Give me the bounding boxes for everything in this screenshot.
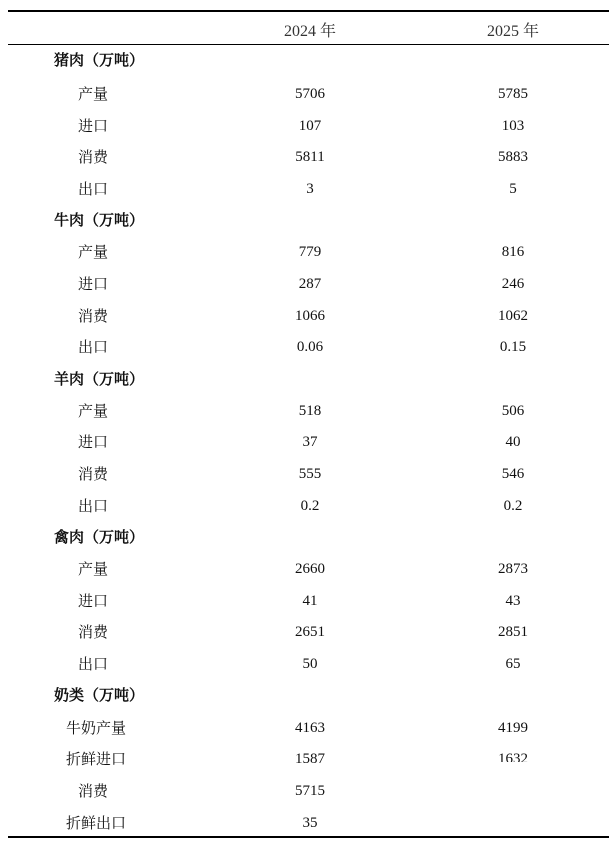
table-row	[0, 143, 616, 171]
value-2025: 5883	[498, 149, 528, 165]
value-2025: 0.2	[503, 498, 523, 514]
category-label: 羊肉（万吨）	[54, 370, 145, 388]
row-label: 消费	[78, 465, 109, 483]
row-label: 消费	[78, 148, 109, 166]
table-bottom-rule	[8, 836, 609, 838]
table-row	[0, 112, 616, 140]
table-row	[0, 809, 616, 837]
category-row-pork	[0, 46, 616, 74]
column-header-2024: 2024 年	[283, 23, 336, 40]
category-row-poultry	[0, 523, 616, 551]
row-label: 折鲜出口	[66, 814, 127, 832]
table-row	[0, 745, 616, 773]
value-2025: 546	[501, 466, 525, 482]
row-label: 消费	[78, 782, 109, 800]
row-label: 产量	[78, 560, 109, 578]
value-2024: 0.2	[300, 498, 320, 514]
value-2025: 5785	[498, 86, 528, 102]
value-2024: 287	[298, 276, 322, 292]
table-row	[0, 460, 616, 488]
row-label: 消费	[78, 307, 109, 325]
value-2024: 35	[302, 815, 318, 831]
value-2025: 506	[501, 403, 525, 419]
category-label: 牛肉（万吨）	[54, 211, 145, 229]
table-row	[0, 238, 616, 266]
table-row	[0, 302, 616, 330]
row-label: 出口	[78, 655, 109, 673]
row-label: 出口	[78, 497, 109, 515]
value-2025: 816	[501, 244, 525, 260]
table-row	[0, 714, 616, 742]
value-2024: 107	[298, 118, 322, 134]
row-label: 产量	[78, 402, 109, 420]
value-2024: 1066	[295, 308, 325, 324]
table-row	[0, 555, 616, 583]
value-2025: 1062	[498, 308, 528, 324]
value-2024: 5706	[295, 86, 325, 102]
table-row	[0, 175, 616, 203]
value-2025: 0.15	[499, 339, 527, 355]
table-row	[0, 777, 616, 805]
table-row	[0, 80, 616, 108]
row-label: 产量	[78, 85, 109, 103]
value-2025: 246	[501, 276, 525, 292]
value-2024: 4163	[295, 720, 325, 736]
value-2024: 2660	[295, 561, 325, 577]
value-2025: 65	[505, 656, 521, 672]
value-2024: 518	[298, 403, 322, 419]
value-2025: 43	[505, 593, 521, 609]
value-2024: 0.06	[296, 339, 324, 355]
value-2025: 2851	[498, 624, 528, 640]
row-label: 消费	[78, 623, 109, 641]
value-2025: 103	[501, 118, 525, 134]
value-2024: 1587	[295, 751, 325, 767]
value-2025: 40	[505, 434, 521, 450]
row-label: 牛奶产量	[66, 719, 127, 737]
value-2024: 779	[298, 244, 322, 260]
category-row-dairy	[0, 681, 616, 709]
table-row	[0, 650, 616, 678]
column-header-2025: 2025 年	[486, 23, 539, 40]
category-label: 奶类（万吨）	[54, 686, 145, 704]
row-label: 产量	[78, 243, 109, 261]
row-label: 进口	[78, 275, 109, 293]
value-2024: 50	[302, 656, 318, 672]
row-label: 进口	[78, 592, 109, 610]
table-row	[0, 270, 616, 298]
value-2024: 5811	[295, 149, 325, 165]
table-row	[0, 587, 616, 615]
table-row	[0, 333, 616, 361]
row-label: 折鲜进口	[66, 750, 127, 768]
value-2024: 41	[302, 593, 318, 609]
category-label: 禽肉（万吨）	[54, 528, 145, 546]
row-label: 进口	[78, 117, 109, 135]
table-header-rule	[8, 44, 609, 45]
table-row	[0, 428, 616, 456]
value-2024: 3	[306, 181, 314, 197]
category-row-mutton	[0, 365, 616, 393]
row-label: 出口	[78, 338, 109, 356]
table-row	[0, 397, 616, 425]
row-label: 进口	[78, 433, 109, 451]
value-2024: 555	[298, 466, 322, 482]
table-top-rule	[8, 10, 609, 12]
value-2024: 5715	[295, 783, 325, 799]
value-2024: 37	[302, 434, 318, 450]
row-label: 出口	[78, 180, 109, 198]
value-2025: 5	[509, 181, 517, 197]
table-row	[0, 618, 616, 646]
category-row-beef	[0, 206, 616, 234]
table-row	[0, 492, 616, 520]
value-2025: 1632	[498, 751, 528, 762]
value-2025: 2873	[498, 561, 528, 577]
category-label: 猪肉（万吨）	[54, 51, 145, 69]
value-2025: 4199	[498, 720, 528, 736]
value-2024: 2651	[295, 624, 325, 640]
